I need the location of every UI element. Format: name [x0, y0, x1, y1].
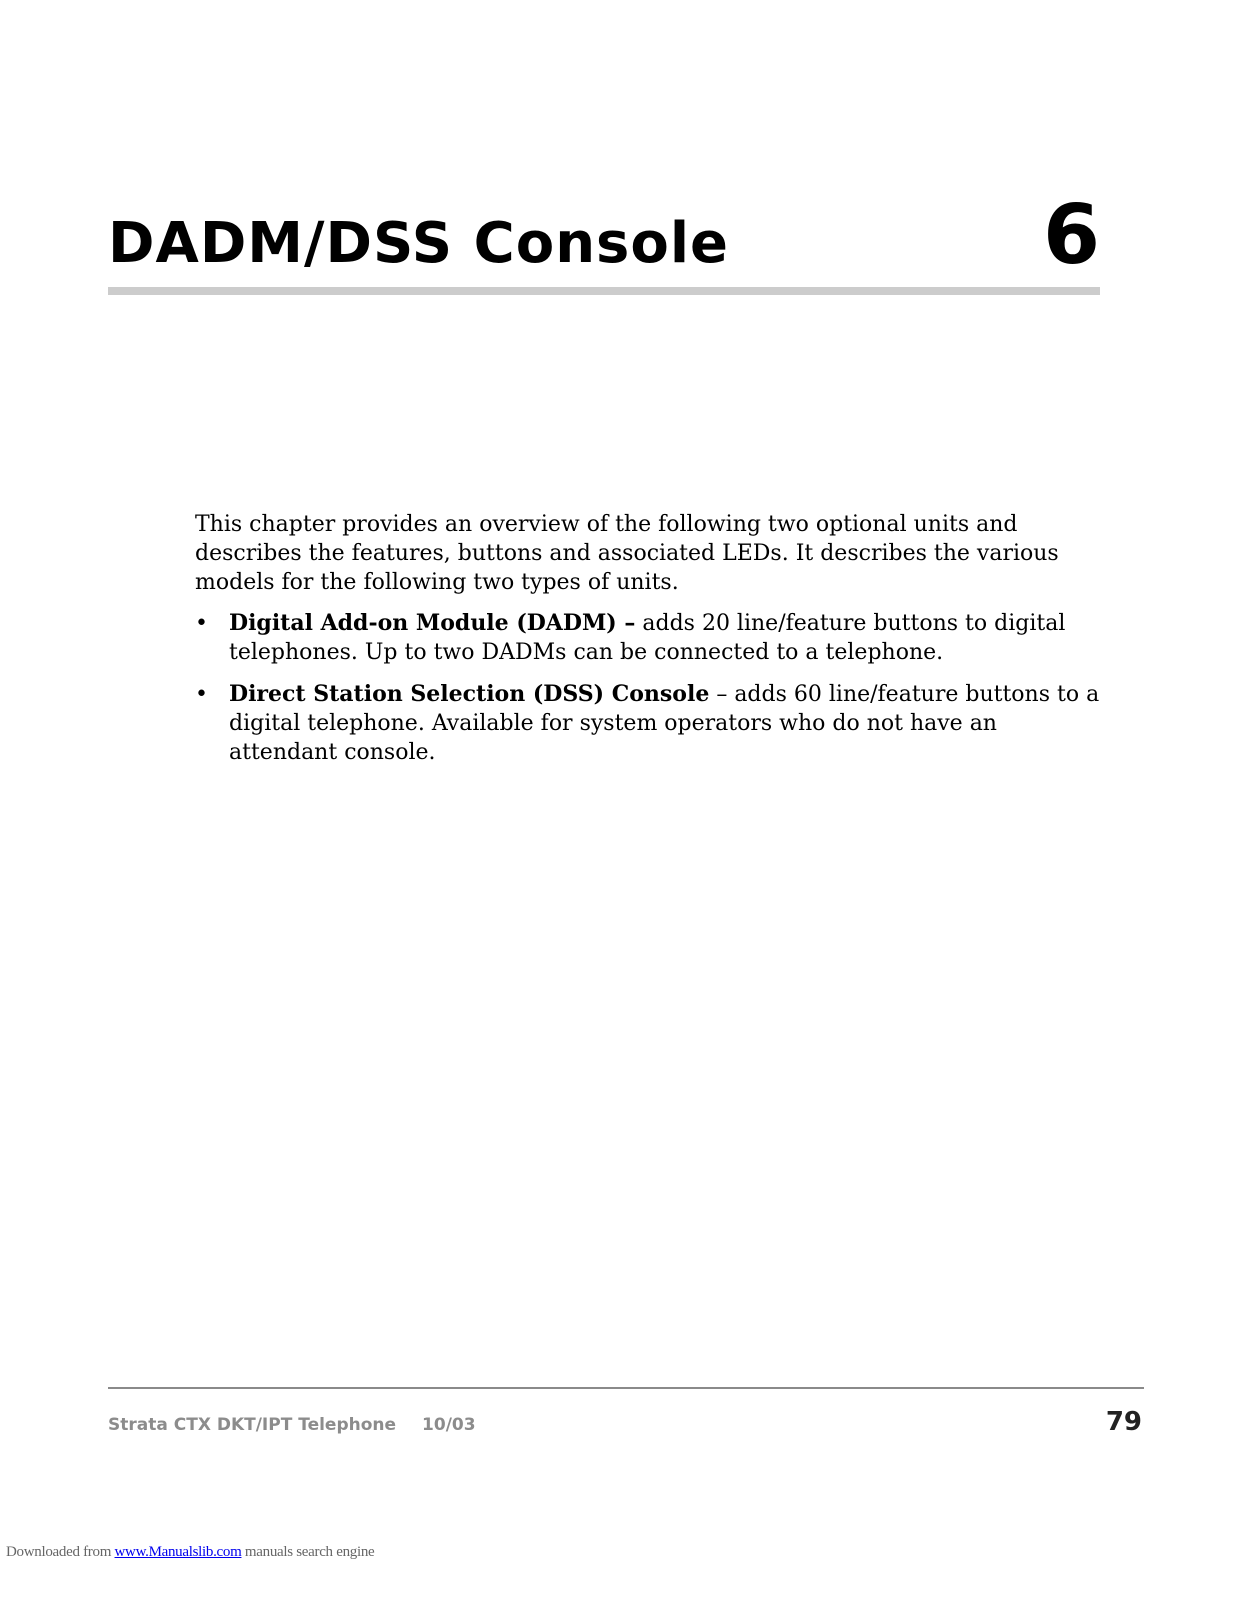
list-item-text: – adds 60 line/feature buttons to a digital telephone. Available for system operators who do not have an attendant console.	[229, 682, 1100, 765]
footer-product-line	[108, 1413, 476, 1437]
unit-list	[195, 609, 1105, 767]
title-rule	[108, 287, 1100, 295]
list-item-dss	[195, 680, 1105, 767]
bullet-icon: •	[195, 682, 208, 707]
download-suffix: manuals search engine	[241, 1544, 375, 1560]
list-item-dadm	[195, 609, 1105, 667]
footer-date: 10/03	[422, 1415, 476, 1435]
footer-product: Strata CTX DKT/IPT Telephone	[108, 1415, 397, 1435]
list-item-term: Direct Station Selection (DSS) Console	[229, 681, 710, 707]
page-number: 79	[1105, 1407, 1142, 1437]
footer-rule	[108, 1387, 1144, 1389]
chapter-number: 6	[1042, 188, 1100, 283]
manualslib-link[interactable]: www.Manualslib.com	[114, 1544, 242, 1560]
intro-paragraph: This chapter provides an overview of the following two optional units and describes the features, buttons and associated LEDs. It describes the various models for the following two types of units.	[195, 512, 1059, 595]
download-prefix: Downloaded from	[6, 1544, 115, 1560]
bullet-icon: •	[195, 611, 208, 636]
chapter-body	[195, 510, 1105, 780]
chapter-title: DADM/DSS Console	[108, 211, 730, 276]
list-item-text: adds 20 line/feature buttons to digital telephones. Up to two DADMs can be connected to a telephone.	[229, 611, 1066, 665]
download-note	[6, 1542, 374, 1562]
list-item-term: Digital Add-on Module (DADM) –	[229, 610, 636, 636]
